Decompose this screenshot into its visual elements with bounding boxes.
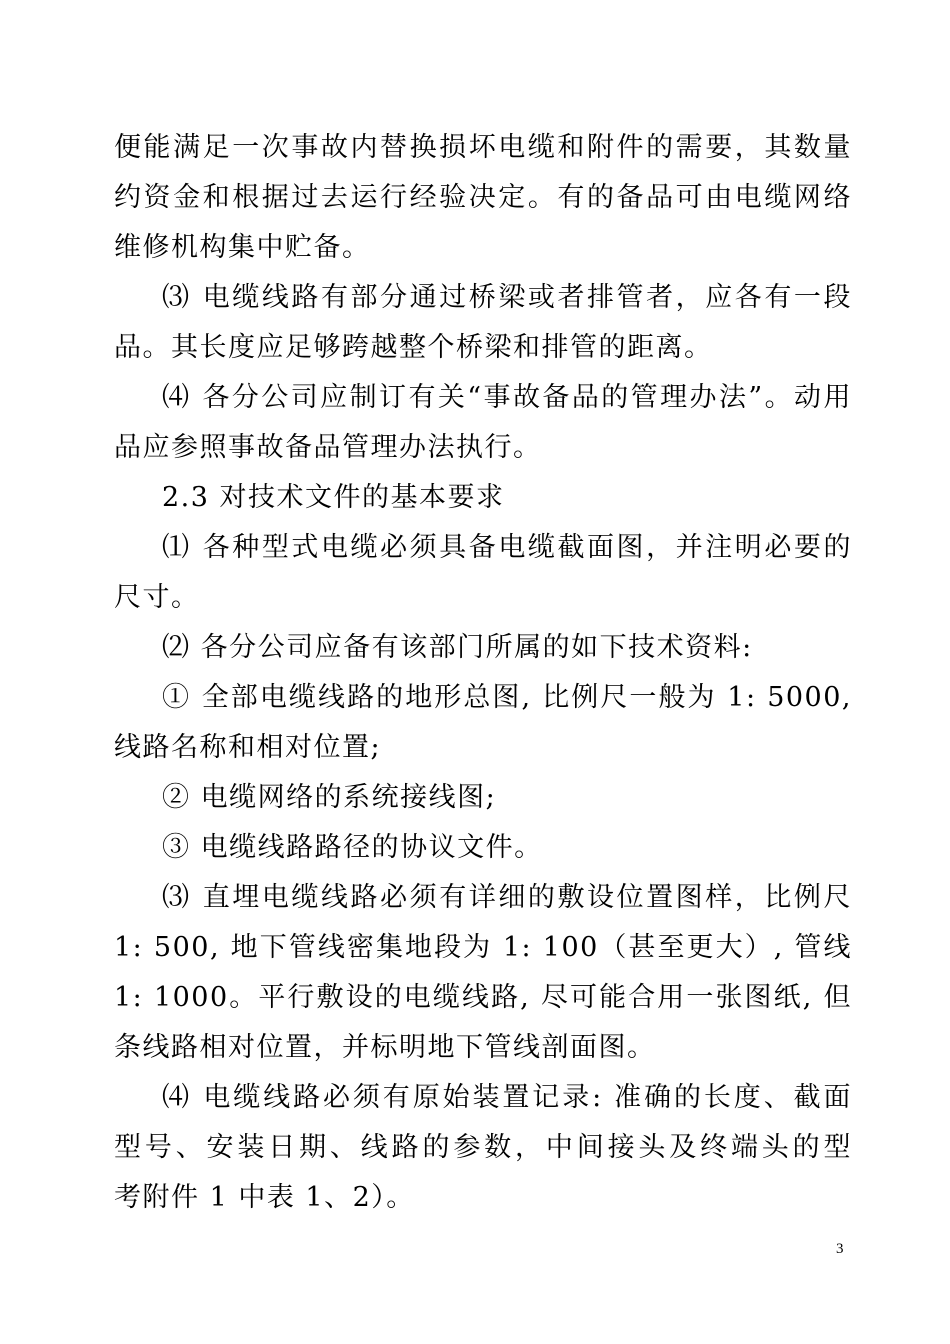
section-heading: 2.3 对技术文件的基本要求 <box>162 482 505 513</box>
text-line-1: 便能满足一次事故内替换损坏电缆和附件的需要，其数量 <box>114 132 852 163</box>
text-line-21: 型号、安装日期、线路的参数，中间接头及终端头的型 <box>114 1132 852 1163</box>
text-line-20: ⑷ 电缆线路必须有原始装置记录: 准确的长度、截面 <box>162 1082 852 1113</box>
list-item-1: ① 全部电缆线路的地形总图, 比例尺一般为 1: 5000, <box>162 682 852 713</box>
text-line-11: ⑵ 各分公司应备有该部门所属的如下技术资料: <box>162 632 753 663</box>
text-line-16: ⑶ 直埋电缆线路必须有详细的敷设位置图样，比例尺 <box>162 882 852 913</box>
text-line-2: 约资金和根据过去运行经验决定。有的备品可由电缆网络 <box>114 182 852 213</box>
text-line-7: 品应参照事故备品管理办法执行。 <box>114 432 542 463</box>
text-line-10: 尺寸。 <box>114 582 200 613</box>
text-line-19: 条线路相对位置，并标明地下管线剖面图。 <box>114 1032 656 1063</box>
text-line-22: 考附件 1 中表 1、2）。 <box>114 1182 415 1213</box>
text-line-9: ⑴ 各种型式电缆必须具备电缆截面图，并注明必要的 <box>162 532 852 563</box>
page-number: 3 <box>836 1241 844 1257</box>
text-line-18: 1: 1000。平行敷设的电缆线路, 尽可能合用一张图纸, 但 <box>114 982 852 1013</box>
text-line-6: ⑷ 各分公司应制订有关“事故备品的管理办法”。动用 <box>162 382 852 413</box>
list-item-3: ③ 电缆线路路径的协议文件。 <box>162 832 543 863</box>
list-item-2: ② 电缆网络的系统接线图; <box>162 782 497 813</box>
text-line-17: 1: 500, 地下管线密集地段为 1: 100（甚至更大）, 管线 <box>114 932 852 963</box>
text-line-5: 品。其长度应足够跨越整个桥梁和排管的距离。 <box>114 332 713 363</box>
text-line-3: 维修机构集中贮备。 <box>114 232 371 263</box>
text-line-4: ⑶ 电缆线路有部分通过桥梁或者排管者，应各有一段 <box>162 282 852 313</box>
text-line-13: 线路名称和相对位置; <box>114 732 382 763</box>
